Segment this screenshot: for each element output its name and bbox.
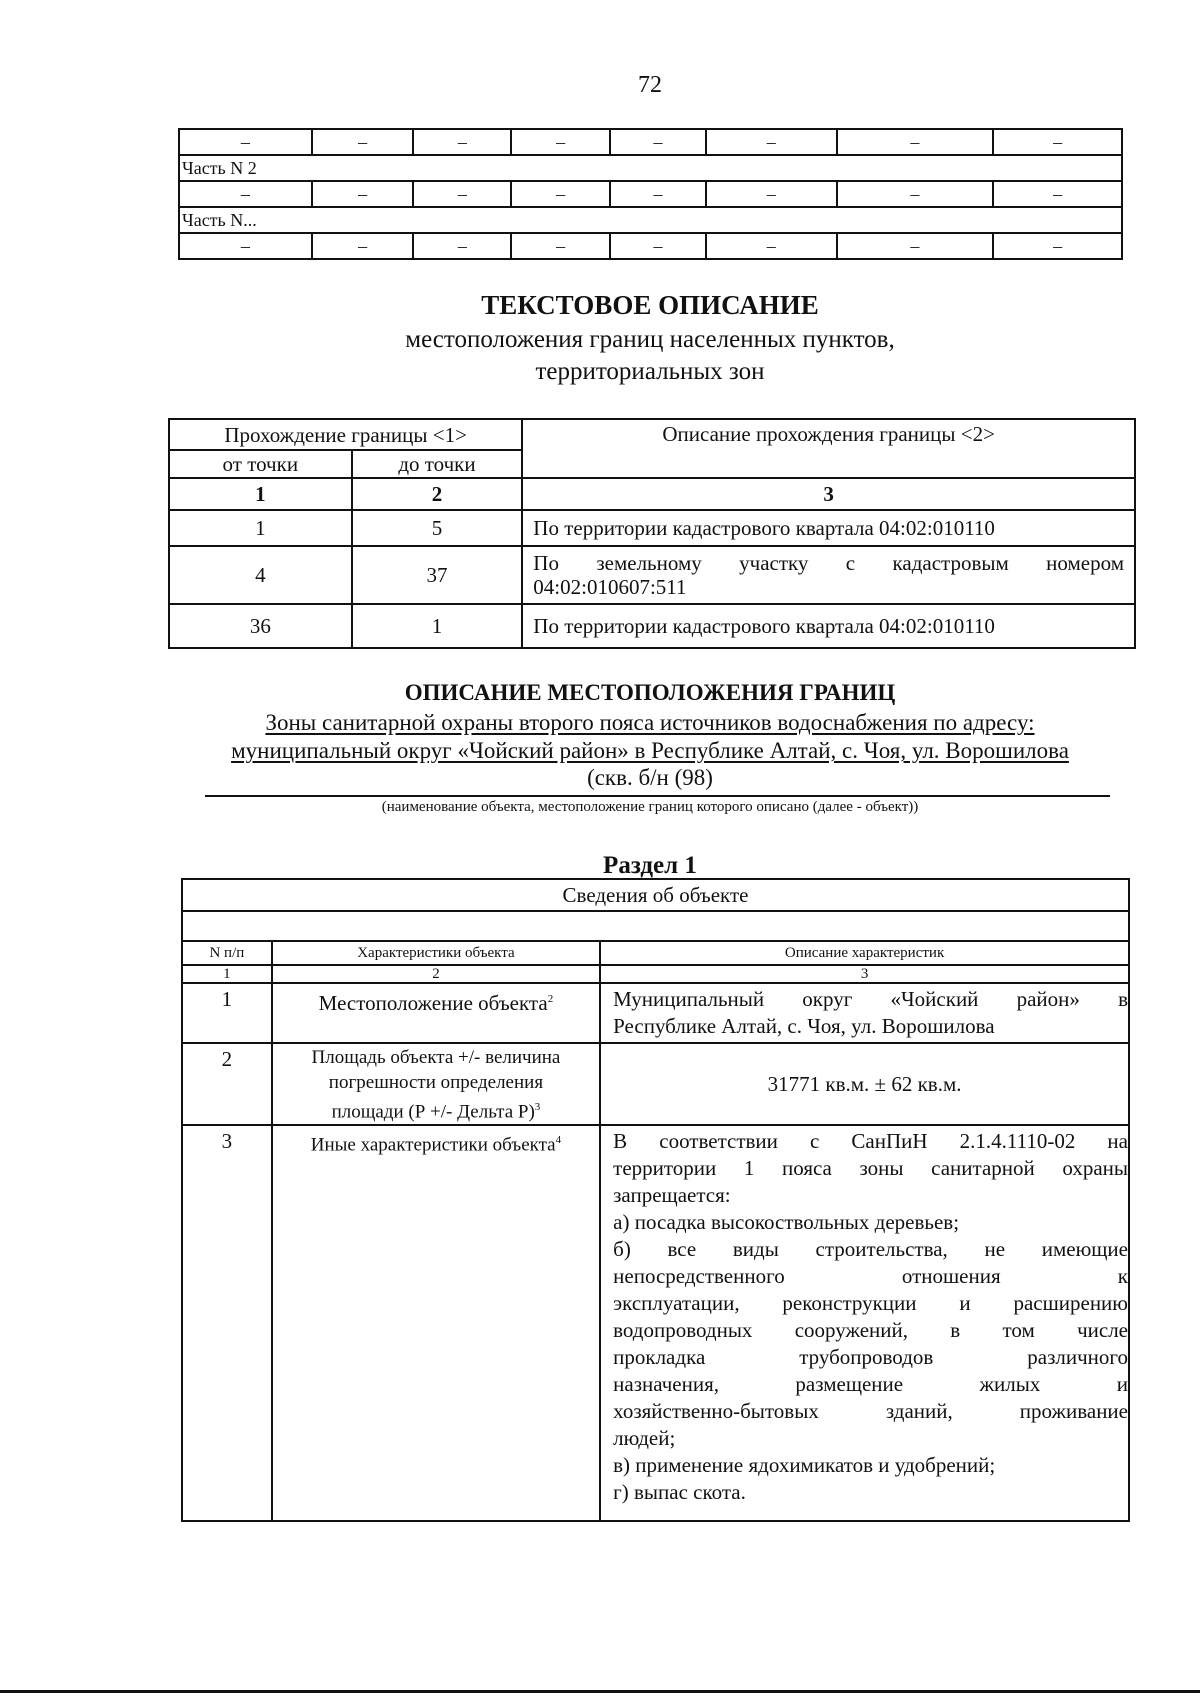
object-name-line-1 — [0, 710, 1200, 736]
table-row — [169, 419, 1135, 450]
table-row — [182, 1125, 1129, 1521]
location-title: ОПИСАНИЕ МЕСТОПОЛОЖЕНИЯ ГРАНИЦ — [404, 680, 896, 705]
from-point: 4 — [169, 546, 352, 604]
column-number: 1 — [169, 478, 352, 510]
description-line: хозяйственно-бытовых зданий, проживание — [613, 1399, 1128, 1424]
table-title: Сведения об объекте — [182, 879, 1129, 911]
dash-cell: – — [706, 129, 837, 155]
boundary-description: По территории кадастрового квартала 04:02:010110 — [522, 510, 1135, 546]
description-line: В соответствии с СанПиН 2.1.4.1110-02 на — [613, 1129, 1128, 1154]
bottom-edge-line — [0, 1690, 1200, 1693]
dash-cell: – — [413, 233, 511, 259]
page-number: 72 — [638, 72, 662, 98]
characteristic-description — [600, 983, 1129, 1043]
footnote-ref: 4 — [555, 1134, 562, 1147]
dash-cell: – — [312, 181, 414, 207]
table-row — [169, 604, 1135, 648]
column-number: 3 — [600, 965, 1129, 983]
description-line: б) все виды строительства, не имеющие — [613, 1237, 1128, 1262]
table-row — [169, 478, 1135, 510]
text-description-subtitle-2: территориальных зон — [535, 358, 765, 385]
characteristic-name — [272, 1125, 600, 1521]
characteristic-name — [272, 1043, 600, 1125]
table-row — [179, 129, 1122, 155]
table-row — [182, 983, 1129, 1043]
dash-cell: – — [837, 181, 994, 207]
section-title: Раздел 1 — [603, 852, 697, 879]
characteristic-text: Местоположение объекта — [318, 991, 548, 1015]
row-number: 1 — [182, 983, 272, 1043]
dash-cell: – — [610, 233, 706, 259]
description-line: территории 1 пояса зоны санитарной охраны — [613, 1156, 1128, 1181]
boundary-description-line: 04:02:010607:511 — [533, 575, 687, 599]
footnote-ref: 2 — [547, 993, 554, 1005]
table-row — [169, 510, 1135, 546]
dash-cell: – — [706, 233, 837, 259]
header-characteristic: Характеристики объекта — [272, 941, 600, 965]
header-passage: Прохождение границы <1> — [169, 419, 522, 450]
header-to: до точки — [352, 450, 523, 478]
footnote-ref: 3 — [534, 1101, 541, 1113]
column-number: 1 — [182, 965, 272, 983]
header-from: от точки — [169, 450, 352, 478]
object-name-line-2 — [0, 738, 1200, 764]
dash-cell: – — [312, 129, 414, 155]
row-number: 3 — [182, 1125, 272, 1521]
part-2-label: Часть N 2 — [179, 155, 1122, 181]
table-row — [182, 965, 1129, 983]
object-info-table — [181, 878, 1130, 1522]
text-description-title: ТЕКСТОВОЕ ОПИСАНИЕ — [481, 290, 819, 320]
characteristic-line: погрешности определения — [328, 1072, 544, 1093]
row-number: 2 — [182, 1043, 272, 1125]
dash-cell: – — [179, 233, 312, 259]
empty-row — [182, 911, 1129, 941]
dash-cell: – — [993, 181, 1122, 207]
table-row — [179, 155, 1122, 181]
text-description-subtitle-1: местоположения границ населенных пунктов, — [405, 326, 895, 353]
table-row — [169, 546, 1135, 604]
characteristic-line: Площадь объекта +/- величина — [311, 1047, 561, 1068]
boundary-description-line: По земельному участку с кадастровым номером — [533, 551, 1124, 575]
boundary-description: По территории кадастрового квартала 04:02:010110 — [522, 604, 1135, 648]
object-name-text: Зоны санитарной охраны второго пояса источников водоснабжения по адресу: — [265, 710, 1035, 735]
boundary-table — [168, 418, 1136, 649]
to-point: 5 — [352, 510, 523, 546]
column-number: 3 — [522, 478, 1135, 510]
divider — [205, 795, 1110, 797]
description-line: г) выпас скота. — [613, 1480, 746, 1505]
boundary-description — [522, 546, 1135, 604]
dash-cell: – — [511, 129, 610, 155]
dash-cell: – — [511, 233, 610, 259]
table-row — [182, 941, 1129, 965]
column-number: 2 — [272, 965, 600, 983]
characteristic-description — [600, 1125, 1129, 1521]
description-line: а) посадка высокоствольных деревьев; — [613, 1210, 960, 1235]
from-point: 36 — [169, 604, 352, 648]
dash-cell: – — [511, 181, 610, 207]
dash-cell: – — [413, 181, 511, 207]
header-description: Описание характеристик — [600, 941, 1129, 965]
characteristic-text: площади (Р +/- Дельта Р) — [331, 1101, 535, 1123]
description-line: в) применение ядохимикатов и удобрений; — [613, 1453, 996, 1478]
characteristic-text: Иные характеристики объекта — [310, 1134, 556, 1156]
description-line: прокладка трубопроводов различного — [613, 1345, 1128, 1370]
description-line: запрещается: — [613, 1183, 731, 1208]
table-row — [179, 233, 1122, 259]
dash-cell: – — [993, 129, 1122, 155]
table-row — [179, 207, 1122, 233]
dash-cell: – — [312, 233, 414, 259]
to-point: 37 — [352, 546, 523, 604]
object-name-line-3: (скв. б/н (98) — [587, 765, 713, 790]
description-line: водопроводных сооружений, в том числе — [613, 1318, 1128, 1343]
dash-cell: – — [837, 129, 994, 155]
to-point: 1 — [352, 604, 523, 648]
from-point: 1 — [169, 510, 352, 546]
characteristic-name — [272, 983, 600, 1043]
table-row — [182, 1043, 1129, 1125]
description-line: людей; — [613, 1426, 676, 1451]
header-description: Описание прохождения границы <2> — [522, 419, 1135, 478]
dash-cell: – — [179, 129, 312, 155]
part-n-label: Часть N... — [179, 207, 1122, 233]
dash-cell: – — [179, 181, 312, 207]
description-line: Муниципальный округ «Чойский район» в — [613, 987, 1128, 1011]
description-line: Республике Алтай, с. Чоя, ул. Ворошилова — [613, 1014, 995, 1038]
dash-cell: – — [610, 181, 706, 207]
table-row — [182, 911, 1129, 941]
dash-cell: – — [993, 233, 1122, 259]
dash-cell: – — [413, 129, 511, 155]
description-line: непосредственного отношения к — [613, 1264, 1128, 1289]
header-num: N п/п — [182, 941, 272, 965]
dash-cell: – — [706, 181, 837, 207]
object-name-text: муниципальный округ «Чойский район» в Республике Алтай, с. Чоя, ул. Ворошилова — [231, 738, 1069, 763]
dash-cell: – — [610, 129, 706, 155]
characteristic-line — [273, 1095, 599, 1124]
characteristic-description: 31771 кв.м. ± 62 кв.м. — [600, 1043, 1129, 1125]
dash-cell: – — [837, 233, 994, 259]
description-line: эксплуатации, реконструкции и расширению — [613, 1291, 1128, 1316]
parts-table — [178, 128, 1123, 260]
description-line: назначения, размещение жилых и — [613, 1372, 1128, 1397]
column-number: 2 — [352, 478, 523, 510]
table-row — [182, 879, 1129, 911]
object-name-caption: (наименование объекта, местоположение границ которого описано (далее - объект)) — [381, 799, 919, 815]
table-row — [179, 181, 1122, 207]
